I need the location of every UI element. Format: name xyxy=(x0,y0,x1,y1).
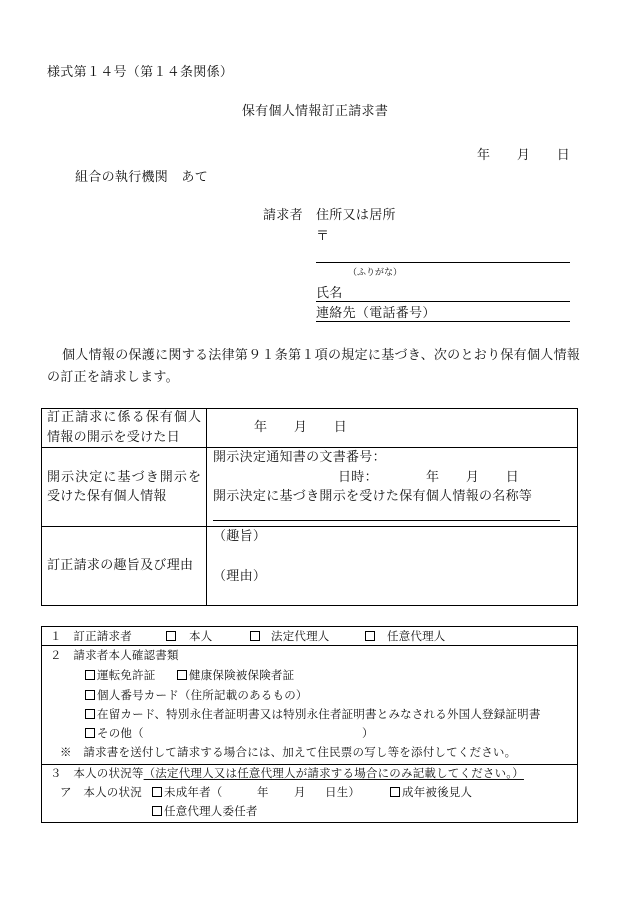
disclosed-info-label-line-1: 開示決定に基づき開示を xyxy=(47,470,203,485)
checkbox-self[interactable] xyxy=(166,631,176,641)
principal-condition-label: ア 本人の状況 xyxy=(60,785,142,799)
principal-status-label: ３ 本人の状況等 xyxy=(50,766,144,780)
reason-row xyxy=(42,527,577,605)
checkbox-adult-ward[interactable] xyxy=(390,787,400,797)
contact-label: 連絡先（電話番号） xyxy=(316,306,436,321)
checkbox-other-document[interactable] xyxy=(85,728,95,738)
address-field[interactable] xyxy=(316,244,570,263)
birth-month-unit: 月 xyxy=(294,785,306,799)
disclosed-info-label-line-2: 受けた保有個人情報 xyxy=(47,489,167,504)
option-drivers-license-label: 運転免許証 xyxy=(97,668,156,682)
birth-year-unit: 年 xyxy=(257,785,269,799)
requester-checklist-table xyxy=(41,626,578,823)
disclosure-date: 年 月 日 xyxy=(254,420,348,435)
checkbox-my-number-card[interactable] xyxy=(85,690,95,700)
reason-label: （理由） xyxy=(213,569,267,584)
notice-number-label: 開示決定通知書の文書番号： xyxy=(213,450,386,465)
request-details-table xyxy=(41,408,578,606)
addressee: 組合の執行機関 あて xyxy=(75,170,209,185)
request-statement-line-1: 個人情報の保護に関する法律第９１条第１項の規定に基づき、次のとおり保有個人情報 xyxy=(62,348,581,363)
reason-label-cell xyxy=(42,527,207,605)
disclosure-date-value-cell[interactable] xyxy=(207,409,577,447)
form-title: 保有個人情報訂正請求書 xyxy=(241,104,389,119)
option-health-insurance-label: 健康保険被保険者証 xyxy=(189,668,295,682)
option-delegator-label: 任意代理人委任者 xyxy=(164,804,258,818)
mail-request-note: ※ 請求書を送付して請求する場合には、加えて住民票の写し等を添付してください。 xyxy=(60,745,517,759)
purpose-label: （趣旨） xyxy=(213,529,267,544)
option-my-number-card-label: 個人番号カード（住所記載のあるもの） xyxy=(97,688,308,702)
disclosure-date-row xyxy=(42,409,577,448)
requester-label: 請求者 xyxy=(263,208,303,223)
identity-documents-row xyxy=(42,646,577,765)
notice-datetime-label: 日時： xyxy=(338,470,378,485)
checkbox-legal-representative[interactable] xyxy=(250,631,260,641)
option-other-document-close: ） xyxy=(362,726,374,740)
checkbox-drivers-license[interactable] xyxy=(85,670,95,680)
notice-datetime-date: 年 月 日 xyxy=(426,470,520,485)
identity-documents-label: ２ 請求者本人確認書類 xyxy=(50,648,179,662)
disclosure-date-label-line-2: 情報の開示を受けた日 xyxy=(47,430,181,445)
disclosure-date-label-line-1: 訂正請求に係る保有個人 xyxy=(47,410,203,425)
request-date: 年 月 日 xyxy=(477,148,571,163)
option-legal-representative-label: 法定代理人 xyxy=(271,629,330,643)
checkbox-residence-card[interactable] xyxy=(85,709,95,719)
checkbox-minor[interactable] xyxy=(152,787,162,797)
name-label: 氏名 xyxy=(316,286,343,301)
disclosed-info-value-cell xyxy=(207,448,577,526)
form-number: 様式第１４号（第１４条関係） xyxy=(47,65,234,80)
disclosed-info-row xyxy=(42,448,577,527)
request-statement-line-2: の訂正を請求します。 xyxy=(47,370,179,385)
address-label: 住所又は居所 xyxy=(316,208,396,223)
option-adult-ward-label: 成年被後見人 xyxy=(402,785,473,799)
principal-status-instruction: （法定代理人又は任意代理人が請求する場合にのみ記載してください。） xyxy=(143,766,524,780)
option-voluntary-agent-label: 任意代理人 xyxy=(387,629,446,643)
name-field[interactable] xyxy=(316,284,570,302)
checkbox-delegator[interactable] xyxy=(152,806,162,816)
principal-status-header xyxy=(50,767,524,779)
requester-type-label: １ 訂正請求者 xyxy=(50,629,132,643)
furigana-label: （ふりがな） xyxy=(348,268,403,278)
checkbox-health-insurance[interactable] xyxy=(177,670,187,680)
disclosed-info-label-cell xyxy=(42,448,207,526)
principal-status-row xyxy=(42,765,577,822)
option-minor-label: 未成年者（ xyxy=(164,785,223,799)
option-self-label: 本人 xyxy=(189,629,213,643)
reason-value-cell[interactable] xyxy=(207,527,577,605)
birth-day-unit: 日生） xyxy=(325,785,361,799)
requester-type-row xyxy=(42,627,577,646)
disclosed-info-name-label: 開示決定に基づき開示を受けた保有個人情報の名称等 xyxy=(213,489,533,504)
postal-code-mark: 〒 xyxy=(316,229,330,244)
disclosed-info-name-field[interactable] xyxy=(213,506,560,521)
reason-row-label: 訂正請求の趣旨及び理由 xyxy=(47,558,194,573)
option-other-document-label: その他（ xyxy=(97,726,144,740)
option-residence-card-label: 在留カード、特別永住者証明書又は特別永住者証明書とみなされる外国人登録証明書 xyxy=(97,707,541,721)
checkbox-voluntary-agent[interactable] xyxy=(365,631,375,641)
disclosure-date-label-cell xyxy=(42,409,207,447)
